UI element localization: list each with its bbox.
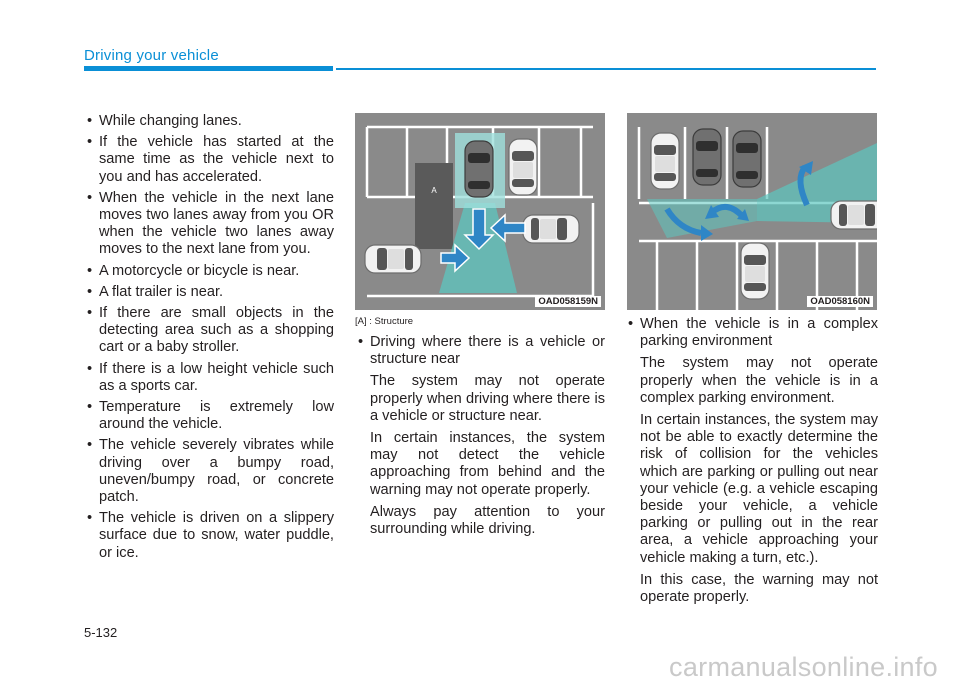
bullet-item: • When the vehicle in the next lane moves two lanes away from you OR when the vehicle two lanes away moves to the next lane from you.	[84, 190, 334, 259]
section-title: Driving your vehicle	[84, 47, 219, 64]
bullet-item: • When the vehicle is in a complex parking environment	[625, 316, 878, 350]
header-rule	[336, 68, 876, 70]
figure-complex-parking	[627, 113, 877, 310]
bullet-item: • The vehicle is driven on a slippery surface due to snow, water puddle, or ice.	[84, 510, 334, 562]
page-number: 5-132	[84, 625, 118, 640]
structure-label: A	[431, 186, 437, 195]
parking-illustration-1	[355, 113, 605, 310]
figure-code: OAD058159N	[535, 296, 601, 307]
bullet-item: • If there are small objects in the detecting area such as a shopping cart or a baby stroller.	[84, 305, 334, 357]
bullet-item: • Driving where there is a vehicle or structure near	[355, 334, 605, 368]
bullet-item: • The vehicle severely vibrates while driving over a bumpy road, uneven/bumpy road, or concrete patch.	[84, 437, 334, 506]
header-accent-bar	[84, 66, 333, 71]
column-3	[625, 316, 878, 606]
figure-structure-near	[355, 113, 605, 310]
paragraph: In certain instances, the system may not be able to exactly determine the risk of collision for the vehicles which are parking or pulling out near your vehicle (e.g. a vehicle escaping beside your vehicle, a vehicle parking or pulling out in the rear area, a vehicle approaching your vehicle making a turn, etc.).	[640, 412, 878, 566]
figure-code: OAD058160N	[807, 296, 873, 307]
paragraph: The system may not operate properly when driving where there is a vehicle or structure near.	[370, 373, 605, 424]
bullet-item: • If the vehicle has started at the same time as the vehicle next to you and has accelerated.	[84, 134, 334, 186]
column-1	[84, 113, 334, 566]
parking-illustration-2	[627, 113, 877, 310]
bullet-item: • While changing lanes.	[84, 113, 334, 130]
figure-caption: [A] : Structure	[355, 316, 414, 327]
bullet-item: • Temperature is extremely low around the vehicle.	[84, 399, 334, 433]
paragraph: In this case, the warning may not operate properly.	[640, 571, 878, 606]
bullet-item: • A flat trailer is near.	[84, 284, 334, 301]
bullet-item: • A motorcycle or bicycle is near.	[84, 263, 334, 280]
column-2	[355, 334, 605, 538]
paragraph: The system may not operate properly when the vehicle is in a complex parking environment.	[640, 355, 878, 406]
paragraph: In certain instances, the system may not detect the vehicle approaching from behind and the warning may not operate properly.	[370, 430, 605, 498]
paragraph: Always pay attention to your surrounding while driving.	[370, 503, 605, 538]
watermark: carmanualsonline.info	[669, 652, 938, 682]
bullet-item: • If there is a low height vehicle such as a sports car.	[84, 361, 334, 395]
